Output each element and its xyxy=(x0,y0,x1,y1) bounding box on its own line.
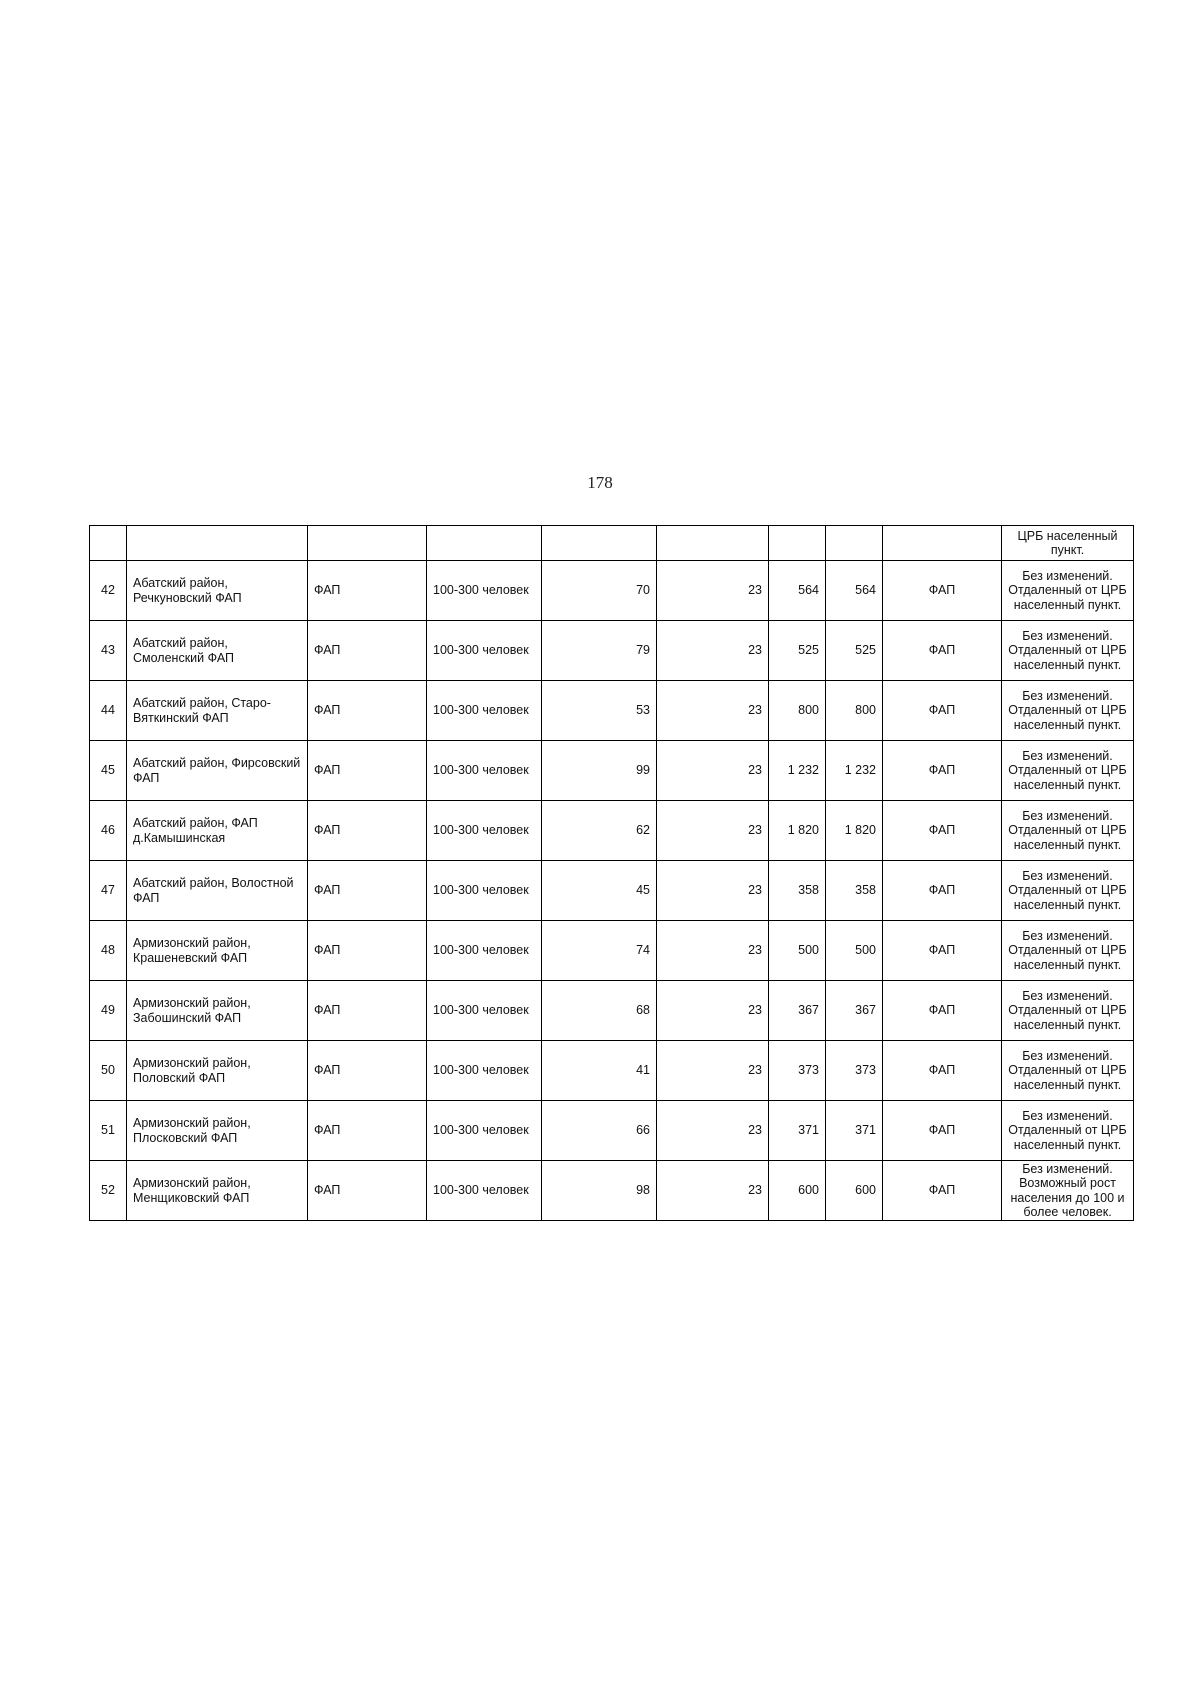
cell-value-3: 564 xyxy=(769,561,826,621)
cell-type: ФАП xyxy=(308,1041,427,1101)
cell-value-1: 74 xyxy=(542,921,657,981)
page-number: 178 xyxy=(587,473,613,492)
cell-value-2 xyxy=(657,526,769,561)
cell-value-1: 99 xyxy=(542,741,657,801)
cell-value-4: 1 232 xyxy=(826,741,883,801)
cell-number xyxy=(90,526,127,561)
cell-name: Абатский район, ФАП д.Камышинская xyxy=(127,801,308,861)
cell-note: Без изменений. Отдаленный от ЦРБ населенный пункт. xyxy=(1002,861,1134,921)
cell-category: 100-300 человек xyxy=(427,621,542,681)
table-row xyxy=(90,981,1134,1041)
cell-type-2: ФАП xyxy=(883,1161,1002,1221)
cell-number: 50 xyxy=(90,1041,127,1101)
cell-type-2: ФАП xyxy=(883,621,1002,681)
cell-value-4: 525 xyxy=(826,621,883,681)
cell-category: 100-300 человек xyxy=(427,1161,542,1221)
cell-category: 100-300 человек xyxy=(427,561,542,621)
continuation-row xyxy=(90,526,1134,561)
cell-number: 46 xyxy=(90,801,127,861)
cell-name: Абатский район, Старо-Вяткинский ФАП xyxy=(127,681,308,741)
table-row xyxy=(90,801,1134,861)
cell-category: 100-300 человек xyxy=(427,1041,542,1101)
cell-number: 49 xyxy=(90,981,127,1041)
cell-value-3: 1 820 xyxy=(769,801,826,861)
cell-type: ФАП xyxy=(308,621,427,681)
cell-value-2: 23 xyxy=(657,981,769,1041)
cell-value-3: 800 xyxy=(769,681,826,741)
cell-value-2: 23 xyxy=(657,561,769,621)
cell-value-4: 1 820 xyxy=(826,801,883,861)
cell-value-4: 800 xyxy=(826,681,883,741)
cell-value-1: 41 xyxy=(542,1041,657,1101)
cell-type: ФАП xyxy=(308,561,427,621)
cell-value-3: 500 xyxy=(769,921,826,981)
cell-value-3: 367 xyxy=(769,981,826,1041)
cell-name xyxy=(127,526,308,561)
cell-number: 52 xyxy=(90,1161,127,1221)
table-row xyxy=(90,861,1134,921)
cell-value-3: 373 xyxy=(769,1041,826,1101)
cell-value-4 xyxy=(826,526,883,561)
cell-number: 51 xyxy=(90,1101,127,1161)
cell-value-2: 23 xyxy=(657,801,769,861)
cell-category: 100-300 человек xyxy=(427,1101,542,1161)
cell-value-1: 66 xyxy=(542,1101,657,1161)
cell-value-1: 70 xyxy=(542,561,657,621)
cell-value-2: 23 xyxy=(657,1161,769,1221)
cell-category: 100-300 человек xyxy=(427,801,542,861)
cell-value-4: 500 xyxy=(826,921,883,981)
cell-value-1: 68 xyxy=(542,981,657,1041)
cell-value-2: 23 xyxy=(657,921,769,981)
cell-note: Без изменений. Отдаленный от ЦРБ населенный пункт. xyxy=(1002,981,1134,1041)
cell-number: 44 xyxy=(90,681,127,741)
cell-value-4: 367 xyxy=(826,981,883,1041)
table-row xyxy=(90,561,1134,621)
table-row xyxy=(90,741,1134,801)
cell-type-2: ФАП xyxy=(883,561,1002,621)
cell-type: ФАП xyxy=(308,921,427,981)
cell-name: Абатский район, Волостной ФАП xyxy=(127,861,308,921)
cell-value-1: 98 xyxy=(542,1161,657,1221)
cell-name: Абатский район, Речкуновский ФАП xyxy=(127,561,308,621)
cell-name: Армизонский район, Половский ФАП xyxy=(127,1041,308,1101)
cell-category: 100-300 человек xyxy=(427,981,542,1041)
cell-number: 47 xyxy=(90,861,127,921)
cell-note: Без изменений. Отдаленный от ЦРБ населенный пункт. xyxy=(1002,681,1134,741)
cell-category: 100-300 человек xyxy=(427,861,542,921)
cell-type-2: ФАП xyxy=(883,1041,1002,1101)
cell-note: Без изменений. Отдаленный от ЦРБ населенный пункт. xyxy=(1002,561,1134,621)
cell-type: ФАП xyxy=(308,681,427,741)
cell-value-2: 23 xyxy=(657,681,769,741)
cell-type-2: ФАП xyxy=(883,921,1002,981)
cell-name: Армизонский район, Забошинский ФАП xyxy=(127,981,308,1041)
cell-type: ФАП xyxy=(308,741,427,801)
cell-type: ФАП xyxy=(308,861,427,921)
cell-category: 100-300 человек xyxy=(427,681,542,741)
cell-number: 42 xyxy=(90,561,127,621)
cell-note: Без изменений. Отдаленный от ЦРБ населенный пункт. xyxy=(1002,1101,1134,1161)
cell-value-4: 564 xyxy=(826,561,883,621)
cell-value-3: 371 xyxy=(769,1101,826,1161)
table-row xyxy=(90,621,1134,681)
cell-number: 45 xyxy=(90,741,127,801)
cell-value-1: 45 xyxy=(542,861,657,921)
table-row xyxy=(90,681,1134,741)
cell-type-2: ФАП xyxy=(883,981,1002,1041)
cell-value-4: 358 xyxy=(826,861,883,921)
cell-value-2: 23 xyxy=(657,621,769,681)
cell-type-2: ФАП xyxy=(883,801,1002,861)
cell-value-3: 600 xyxy=(769,1161,826,1221)
cell-name: Абатский район, Фирсовский ФАП xyxy=(127,741,308,801)
cell-category: 100-300 человек xyxy=(427,921,542,981)
cell-value-1: 79 xyxy=(542,621,657,681)
cell-type-2 xyxy=(883,526,1002,561)
table-row xyxy=(90,921,1134,981)
cell-type: ФАП xyxy=(308,801,427,861)
cell-name: Армизонский район, Плосковский ФАП xyxy=(127,1101,308,1161)
cell-value-2: 23 xyxy=(657,1041,769,1101)
cell-type: ФАП xyxy=(308,1161,427,1221)
table-row xyxy=(90,1101,1134,1161)
cell-type: ФАП xyxy=(308,981,427,1041)
cell-category xyxy=(427,526,542,561)
cell-note: Без изменений. Отдаленный от ЦРБ населенный пункт. xyxy=(1002,1041,1134,1101)
cell-name: Армизонский район, Менщиковский ФАП xyxy=(127,1161,308,1221)
cell-type-2: ФАП xyxy=(883,861,1002,921)
cell-note: Без изменений. Отдаленный от ЦРБ населенный пункт. xyxy=(1002,621,1134,681)
cell-type: ФАП xyxy=(308,1101,427,1161)
cell-value-3: 1 232 xyxy=(769,741,826,801)
cell-note: Без изменений. Отдаленный от ЦРБ населенный пункт. xyxy=(1002,921,1134,981)
cell-note: Без изменений. Отдаленный от ЦРБ населенный пункт. xyxy=(1002,801,1134,861)
cell-value-2: 23 xyxy=(657,861,769,921)
table-row xyxy=(90,1161,1134,1221)
table-row xyxy=(90,1041,1134,1101)
cell-number: 43 xyxy=(90,621,127,681)
facilities-table xyxy=(89,525,1134,1221)
cell-value-3 xyxy=(769,526,826,561)
cell-note: ЦРБ населенный пункт. xyxy=(1002,526,1134,561)
cell-type-2: ФАП xyxy=(883,681,1002,741)
cell-type xyxy=(308,526,427,561)
cell-type-2: ФАП xyxy=(883,1101,1002,1161)
cell-value-2: 23 xyxy=(657,1101,769,1161)
cell-value-3: 358 xyxy=(769,861,826,921)
cell-name: Армизонский район, Крашеневский ФАП xyxy=(127,921,308,981)
cell-name: Абатский район, Смоленский ФАП xyxy=(127,621,308,681)
cell-value-3: 525 xyxy=(769,621,826,681)
cell-value-1: 53 xyxy=(542,681,657,741)
cell-value-4: 600 xyxy=(826,1161,883,1221)
cell-value-4: 373 xyxy=(826,1041,883,1101)
cell-value-2: 23 xyxy=(657,741,769,801)
cell-value-1: 62 xyxy=(542,801,657,861)
cell-note: Без изменений. Отдаленный от ЦРБ населенный пункт. xyxy=(1002,741,1134,801)
table-body xyxy=(90,526,1134,1221)
cell-type-2: ФАП xyxy=(883,741,1002,801)
cell-note: Без изменений. Возможный рост населения до 100 и более человек. xyxy=(1002,1161,1134,1221)
cell-value-1 xyxy=(542,526,657,561)
cell-number: 48 xyxy=(90,921,127,981)
cell-value-4: 371 xyxy=(826,1101,883,1161)
cell-category: 100-300 человек xyxy=(427,741,542,801)
